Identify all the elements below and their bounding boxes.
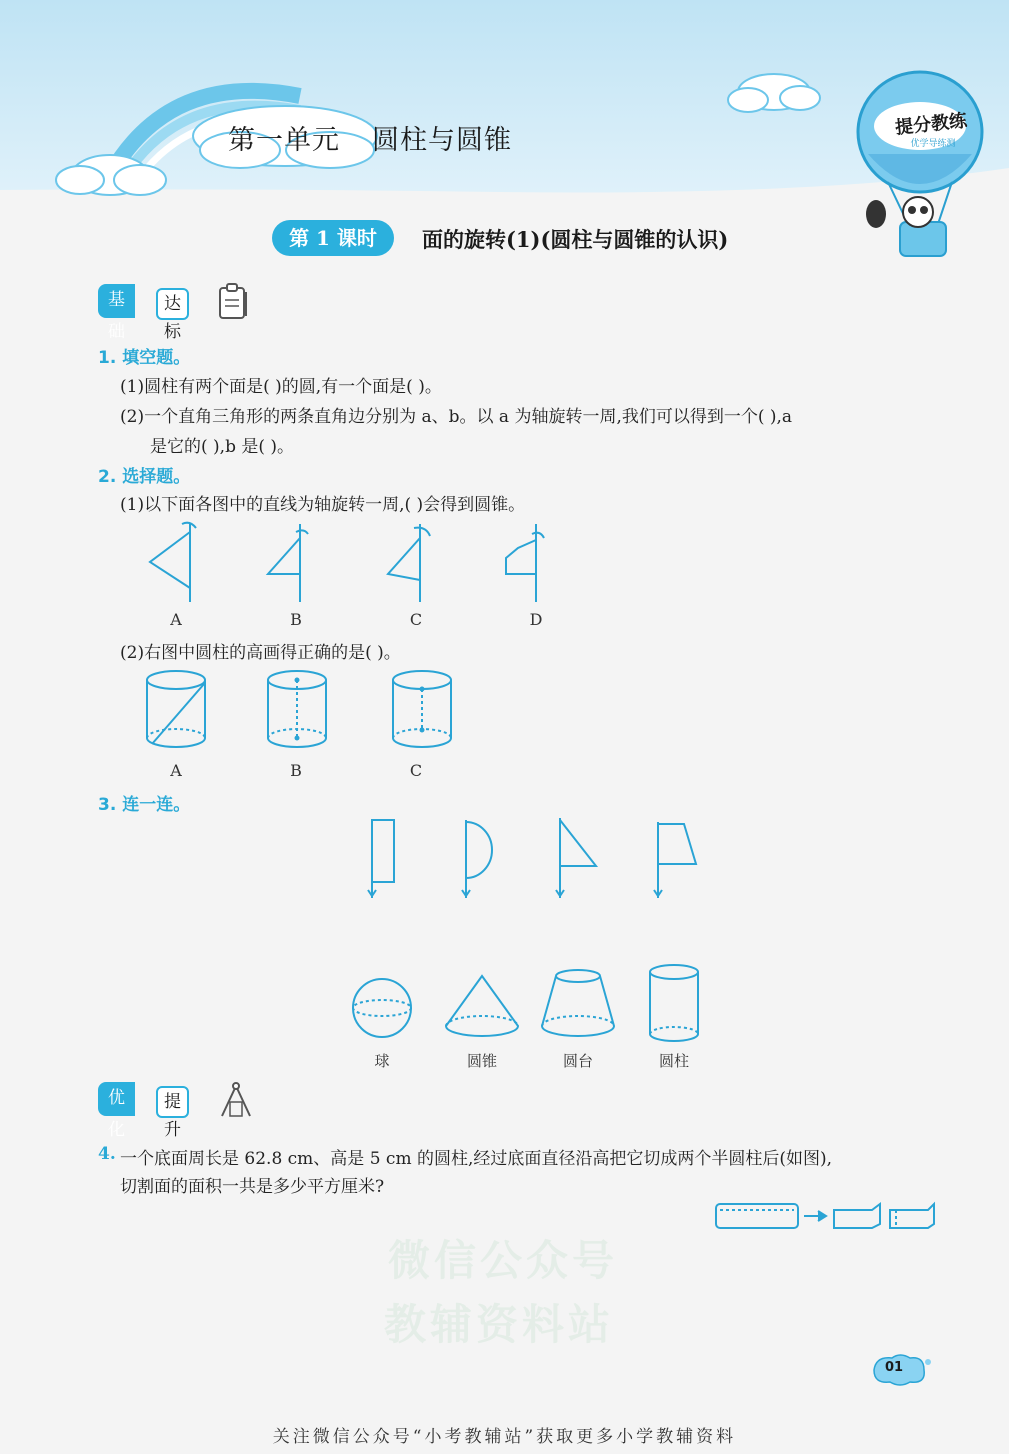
question-1-part-2-cont: 是它的( ),b 是( )。 [150,437,295,457]
question-3-heading: 3. 连一连。 [98,795,191,815]
solid-label-cylinder: 圆柱 [658,1052,689,1070]
question-1-heading: 1. 填空题。 [98,348,191,368]
cylinder-label-a: A [170,761,182,780]
cylinder-label-c: C [409,761,423,780]
unit-subtitle: 圆柱与圆锥 [372,125,512,156]
watermark-line-1: 微信公众号 [388,1236,619,1285]
solid-label-sphere: 球 [374,1052,390,1070]
rotation-figures [130,518,570,610]
question-1-part-2: (2)一个直角三角形的两条直角边分别为 a、b。以 a 为轴旋转一周,我们可以得到一个( ),a [120,407,793,427]
unit-title: 第一单元 [228,125,340,156]
question-2-part-2: (2)右图中圆柱的高画得正确的是( )。 [120,643,401,663]
option-label-b: B [290,610,302,629]
compass-ruler-icon [218,1080,256,1120]
lesson-tag: 第 1 课时 [272,220,394,256]
plane-shapes-row [360,816,710,902]
question-4-number: 4. [98,1144,116,1164]
section-tag-part-a: 优化 [98,1082,135,1116]
cylinder-height-figures [140,668,470,752]
page-number: 01 [884,1360,904,1375]
question-2-part-1: (1)以下面各图中的直线为轴旋转一周,( )会得到圆锥。 [120,495,526,515]
question-1-part-1: (1)圆柱有两个面是( )的圆,有一个面是( )。 [120,377,442,397]
section-tag-part-b: 提升 [156,1086,189,1118]
brand-logo-subtext: 优学导练测 [910,139,956,149]
question-4-line-1: 一个底面周长是 62.8 cm、高是 5 cm 的圆柱,经过底面直径沿高把它切成两个半圆柱后(如图), [120,1149,833,1169]
option-label-a: A [170,610,182,629]
page-footer: 关注微信公众号“小考教辅站”获取更多小学教辅资料 [272,1427,737,1447]
section-tag-part-b: 达标 [156,288,189,320]
option-label-d: D [529,610,543,629]
solid-shapes-row [348,960,708,1050]
section-tag-part-a: 基础 [98,284,135,318]
clipboard-icon [216,282,250,322]
brand-logo-text: 提分教练 [894,110,969,139]
lesson-title: 面的旋转(1)(圆柱与圆锥的认识) [422,227,729,252]
solid-label-cone: 圆锥 [466,1052,497,1070]
solid-label-frustum: 圆台 [562,1052,593,1070]
watermark-line-2: 教辅资料站 [384,1300,615,1349]
balloon-mascot-logo [848,64,998,274]
question-2-heading: 2. 选择题。 [98,467,191,487]
cut-cylinder-figure [712,1198,940,1234]
question-4-line-2: 切割面的面积一共是多少平方厘米? [120,1177,385,1197]
cylinder-label-b: B [290,761,302,780]
option-label-c: C [409,610,423,629]
